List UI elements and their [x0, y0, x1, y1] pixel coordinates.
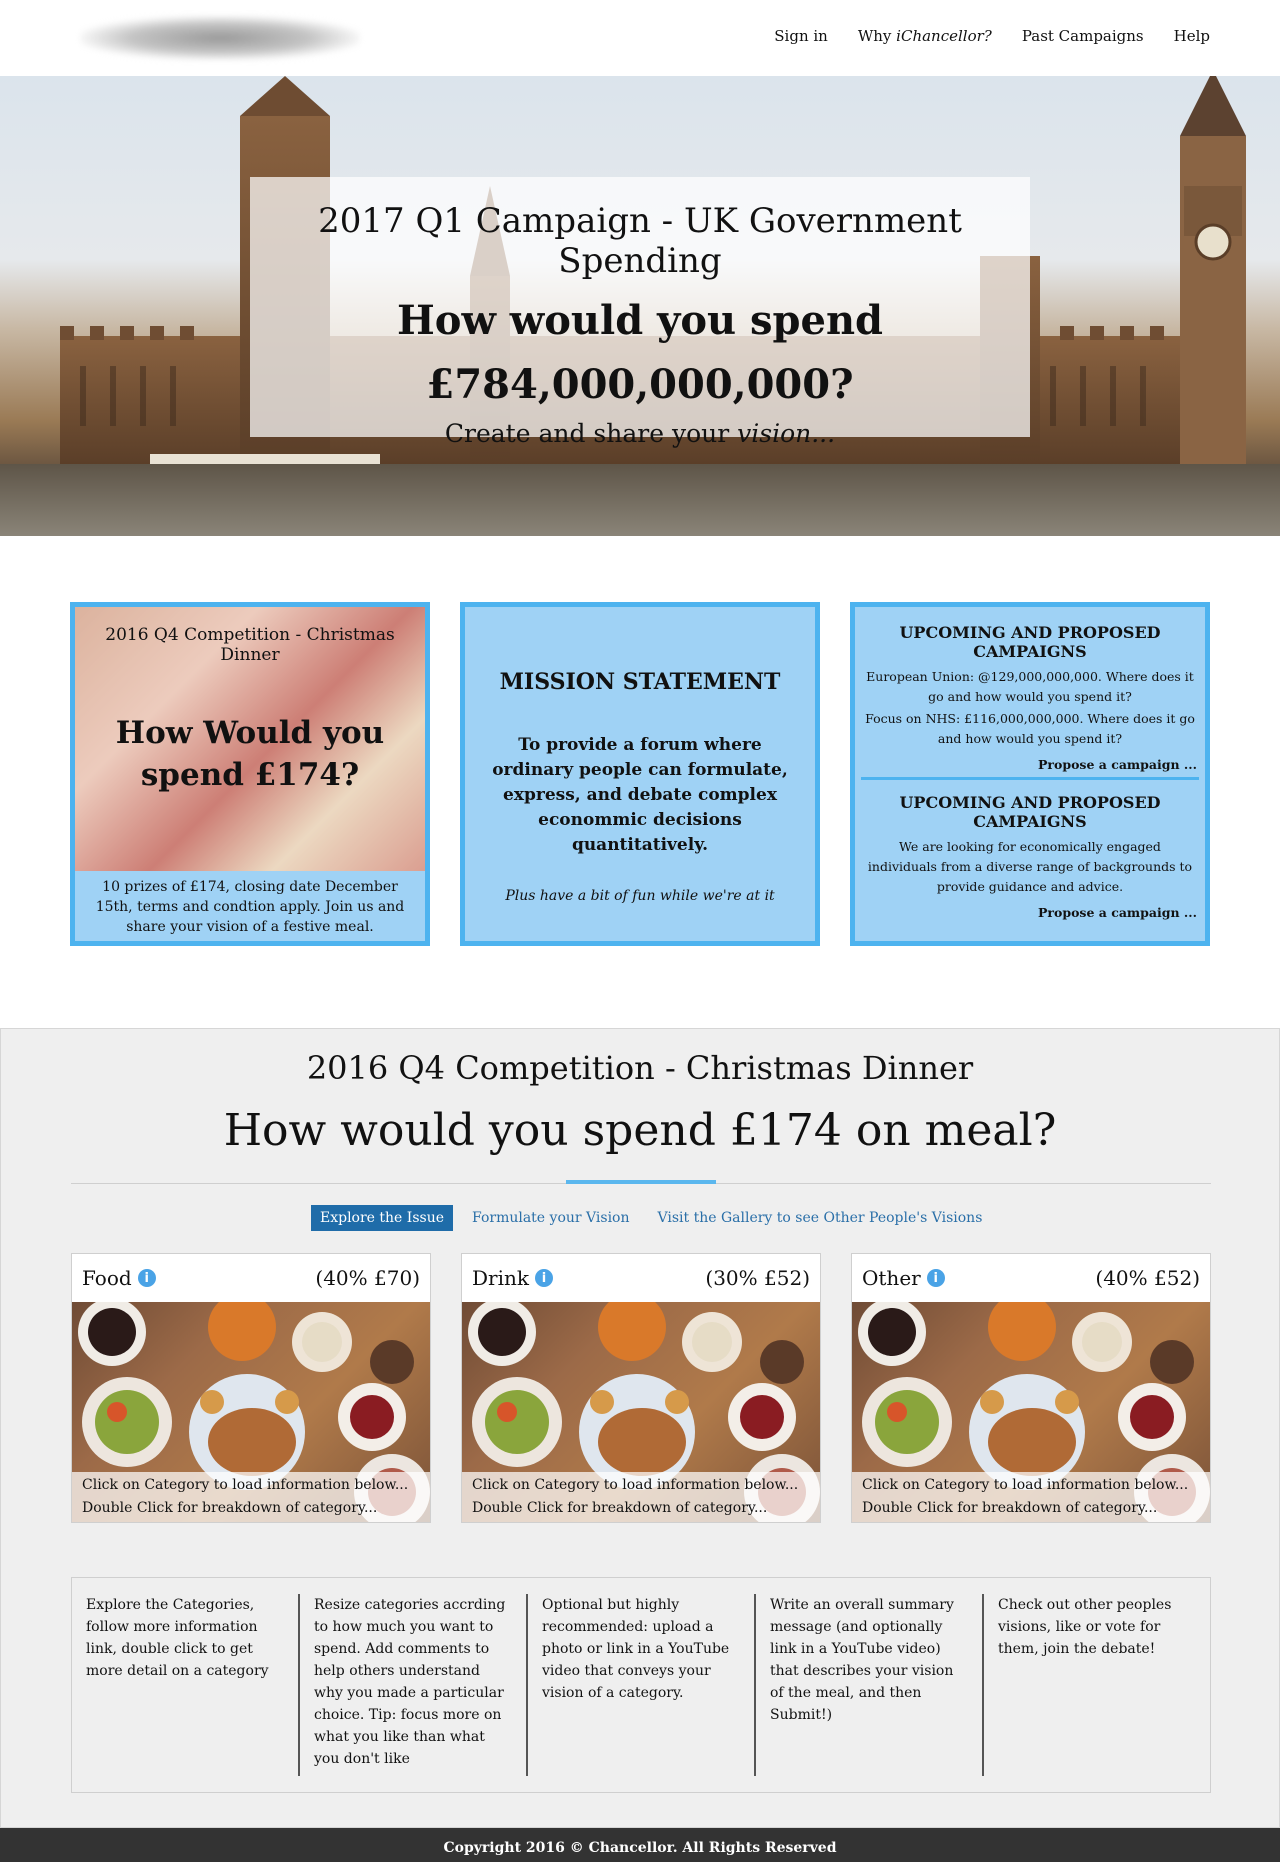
upcoming-block-1 — [855, 623, 1205, 772]
caption-double-click: Double Click for breakdown of category... — [472, 1500, 768, 1516]
tab-explore-issue[interactable]: Explore the Issue — [311, 1205, 453, 1231]
category-tile-other[interactable] — [851, 1253, 1211, 1523]
hero-title-line-2: £784,000,000,000? — [426, 361, 854, 408]
mission-heading: MISSION STATEMENT — [499, 669, 781, 695]
info-icon[interactable]: i — [927, 1269, 945, 1287]
category-name-group — [862, 1266, 945, 1290]
hero-subtitle: 2017 Q1 Campaign - UK Government Spending — [318, 201, 962, 281]
competition-tabs — [311, 1205, 991, 1231]
top-nav — [0, 0, 1280, 76]
nav-sign-in[interactable]: Sign in — [774, 27, 828, 45]
hero-title-line-1: How would you spend — [396, 297, 884, 344]
category-name: Drink — [472, 1266, 529, 1290]
category-name-group — [82, 1266, 156, 1290]
step-community: Check out other peoples visions, like or vote for them, join the debate! — [998, 1597, 1172, 1657]
upcoming-block-2 — [855, 793, 1205, 920]
roast-dinner-photo — [72, 1302, 430, 1522]
category-caption — [852, 1472, 1210, 1522]
caption-click: Click on Category to load information below... — [82, 1477, 409, 1493]
page-footer: Copyright 2016 © Chancellor. All Rights Reserved — [0, 1828, 1280, 1862]
nav-links — [774, 27, 1210, 45]
upcoming-item-eu: European Union: @129,000,000,000. Where does it go and how would you spend it? — [866, 669, 1194, 704]
hero-tagline — [250, 419, 1030, 448]
hero-text-panel — [250, 177, 1030, 448]
competition-card-question — [75, 712, 425, 796]
competition-section — [0, 1028, 1280, 1828]
category-tile-food[interactable] — [71, 1253, 431, 1523]
nav-why[interactable] — [858, 27, 992, 45]
competition-card-question-line-2: spend £174? — [140, 757, 360, 793]
step-explore: Explore the Categories, follow more information link, double click to get more detail on a category — [72, 1594, 300, 1776]
hero-banner — [0, 76, 1280, 536]
propose-campaign-link-1[interactable]: Propose a campaign ... — [1038, 757, 1197, 772]
competition-card-question-line-1: How Would you — [115, 715, 385, 751]
category-header — [72, 1254, 430, 1302]
upcoming-divider — [861, 777, 1199, 780]
category-share: (30% £52) — [705, 1266, 810, 1290]
caption-click: Click on Category to load information below... — [472, 1477, 799, 1493]
step-resize: Resize categories accrding to how much you want to spend. Add comments to help others understand why you made a particular choice. Tip: focus more on what you like than what you don't like — [300, 1594, 528, 1776]
nav-past-campaigns[interactable]: Past Campaigns — [1021, 27, 1144, 45]
category-name: Food — [82, 1266, 132, 1290]
competition-subtitle: 2016 Q4 Competition - Christmas Dinner — [306, 1049, 974, 1087]
category-caption — [72, 1472, 430, 1522]
category-caption — [462, 1472, 820, 1522]
propose-campaign-link-2[interactable]: Propose a campaign ... — [1038, 905, 1197, 920]
upcoming-item-nhs: Focus on NHS: £116,000,000,000. Where does it go and how would you spend it? — [865, 711, 1195, 746]
tab-gallery[interactable]: Visit the Gallery to see Other People's Visions — [657, 1210, 983, 1226]
upcoming-heading-2: UPCOMING AND PROPOSED CAMPAIGNS — [899, 793, 1161, 831]
section-divider-accent — [566, 1180, 716, 1184]
info-icon[interactable]: i — [138, 1269, 156, 1287]
hero-tagline-emph: vision... — [737, 419, 836, 448]
caption-double-click: Double Click for breakdown of category... — [862, 1500, 1158, 1516]
category-share: (40% £52) — [1095, 1266, 1200, 1290]
category-name-group — [472, 1266, 553, 1290]
category-share: (40% £70) — [315, 1266, 420, 1290]
nav-why-brand: iChancellor? — [896, 27, 992, 45]
hero-title — [250, 289, 1030, 417]
mission-footer: Plus have a bit of fun while we're at it — [505, 888, 775, 904]
roast-dinner-photo — [852, 1302, 1210, 1522]
nav-help[interactable]: Help — [1173, 27, 1210, 45]
caption-double-click: Double Click for breakdown of category... — [82, 1500, 378, 1516]
nav-why-prefix: Why — [857, 27, 897, 45]
mission-text: To provide a forum where ordinary people can formulate, express, and debate complex econommic decisions quantitatively. — [492, 735, 788, 855]
upcoming-item-guidance: We are looking for economically engaged individuals from a diverse range of backgrounds to provide guidance and advice. — [867, 839, 1193, 894]
competition-title: How would you spend £174 on meal? — [223, 1105, 1057, 1156]
caption-click: Click on Category to load information below... — [862, 1477, 1189, 1493]
roast-dinner-photo — [462, 1302, 820, 1522]
category-header — [852, 1254, 1210, 1302]
upcoming-campaigns-card — [850, 602, 1210, 946]
info-icon[interactable]: i — [535, 1269, 553, 1287]
upcoming-heading-1: UPCOMING AND PROPOSED CAMPAIGNS — [899, 623, 1161, 661]
hero-tagline-prefix: Create and share your — [444, 419, 738, 448]
instruction-steps — [71, 1577, 1211, 1793]
category-name: Other — [862, 1266, 921, 1290]
tab-formulate-vision[interactable]: Formulate your Vision — [472, 1210, 630, 1226]
step-summary: Write an overall summary message (and optionally link in a YouTube video) that describes your vision of the meal, and then Submit!) — [756, 1594, 984, 1776]
category-tile-drink[interactable] — [461, 1253, 821, 1523]
competition-card-details: 10 prizes of £174, closing date December 15th, terms and condtion apply. Join us and share your vision of a festive meal. — [95, 879, 405, 935]
mission-statement-card — [460, 602, 820, 946]
category-header — [462, 1254, 820, 1302]
competition-card-heading: 2016 Q4 Competition - Christmas Dinner — [105, 625, 395, 665]
competition-card[interactable] — [70, 602, 430, 946]
step-upload: Optional but highly recommended: upload a photo or link in a YouTube video that conveys your vision of a category. — [528, 1594, 756, 1776]
site-logo[interactable] — [80, 16, 360, 60]
